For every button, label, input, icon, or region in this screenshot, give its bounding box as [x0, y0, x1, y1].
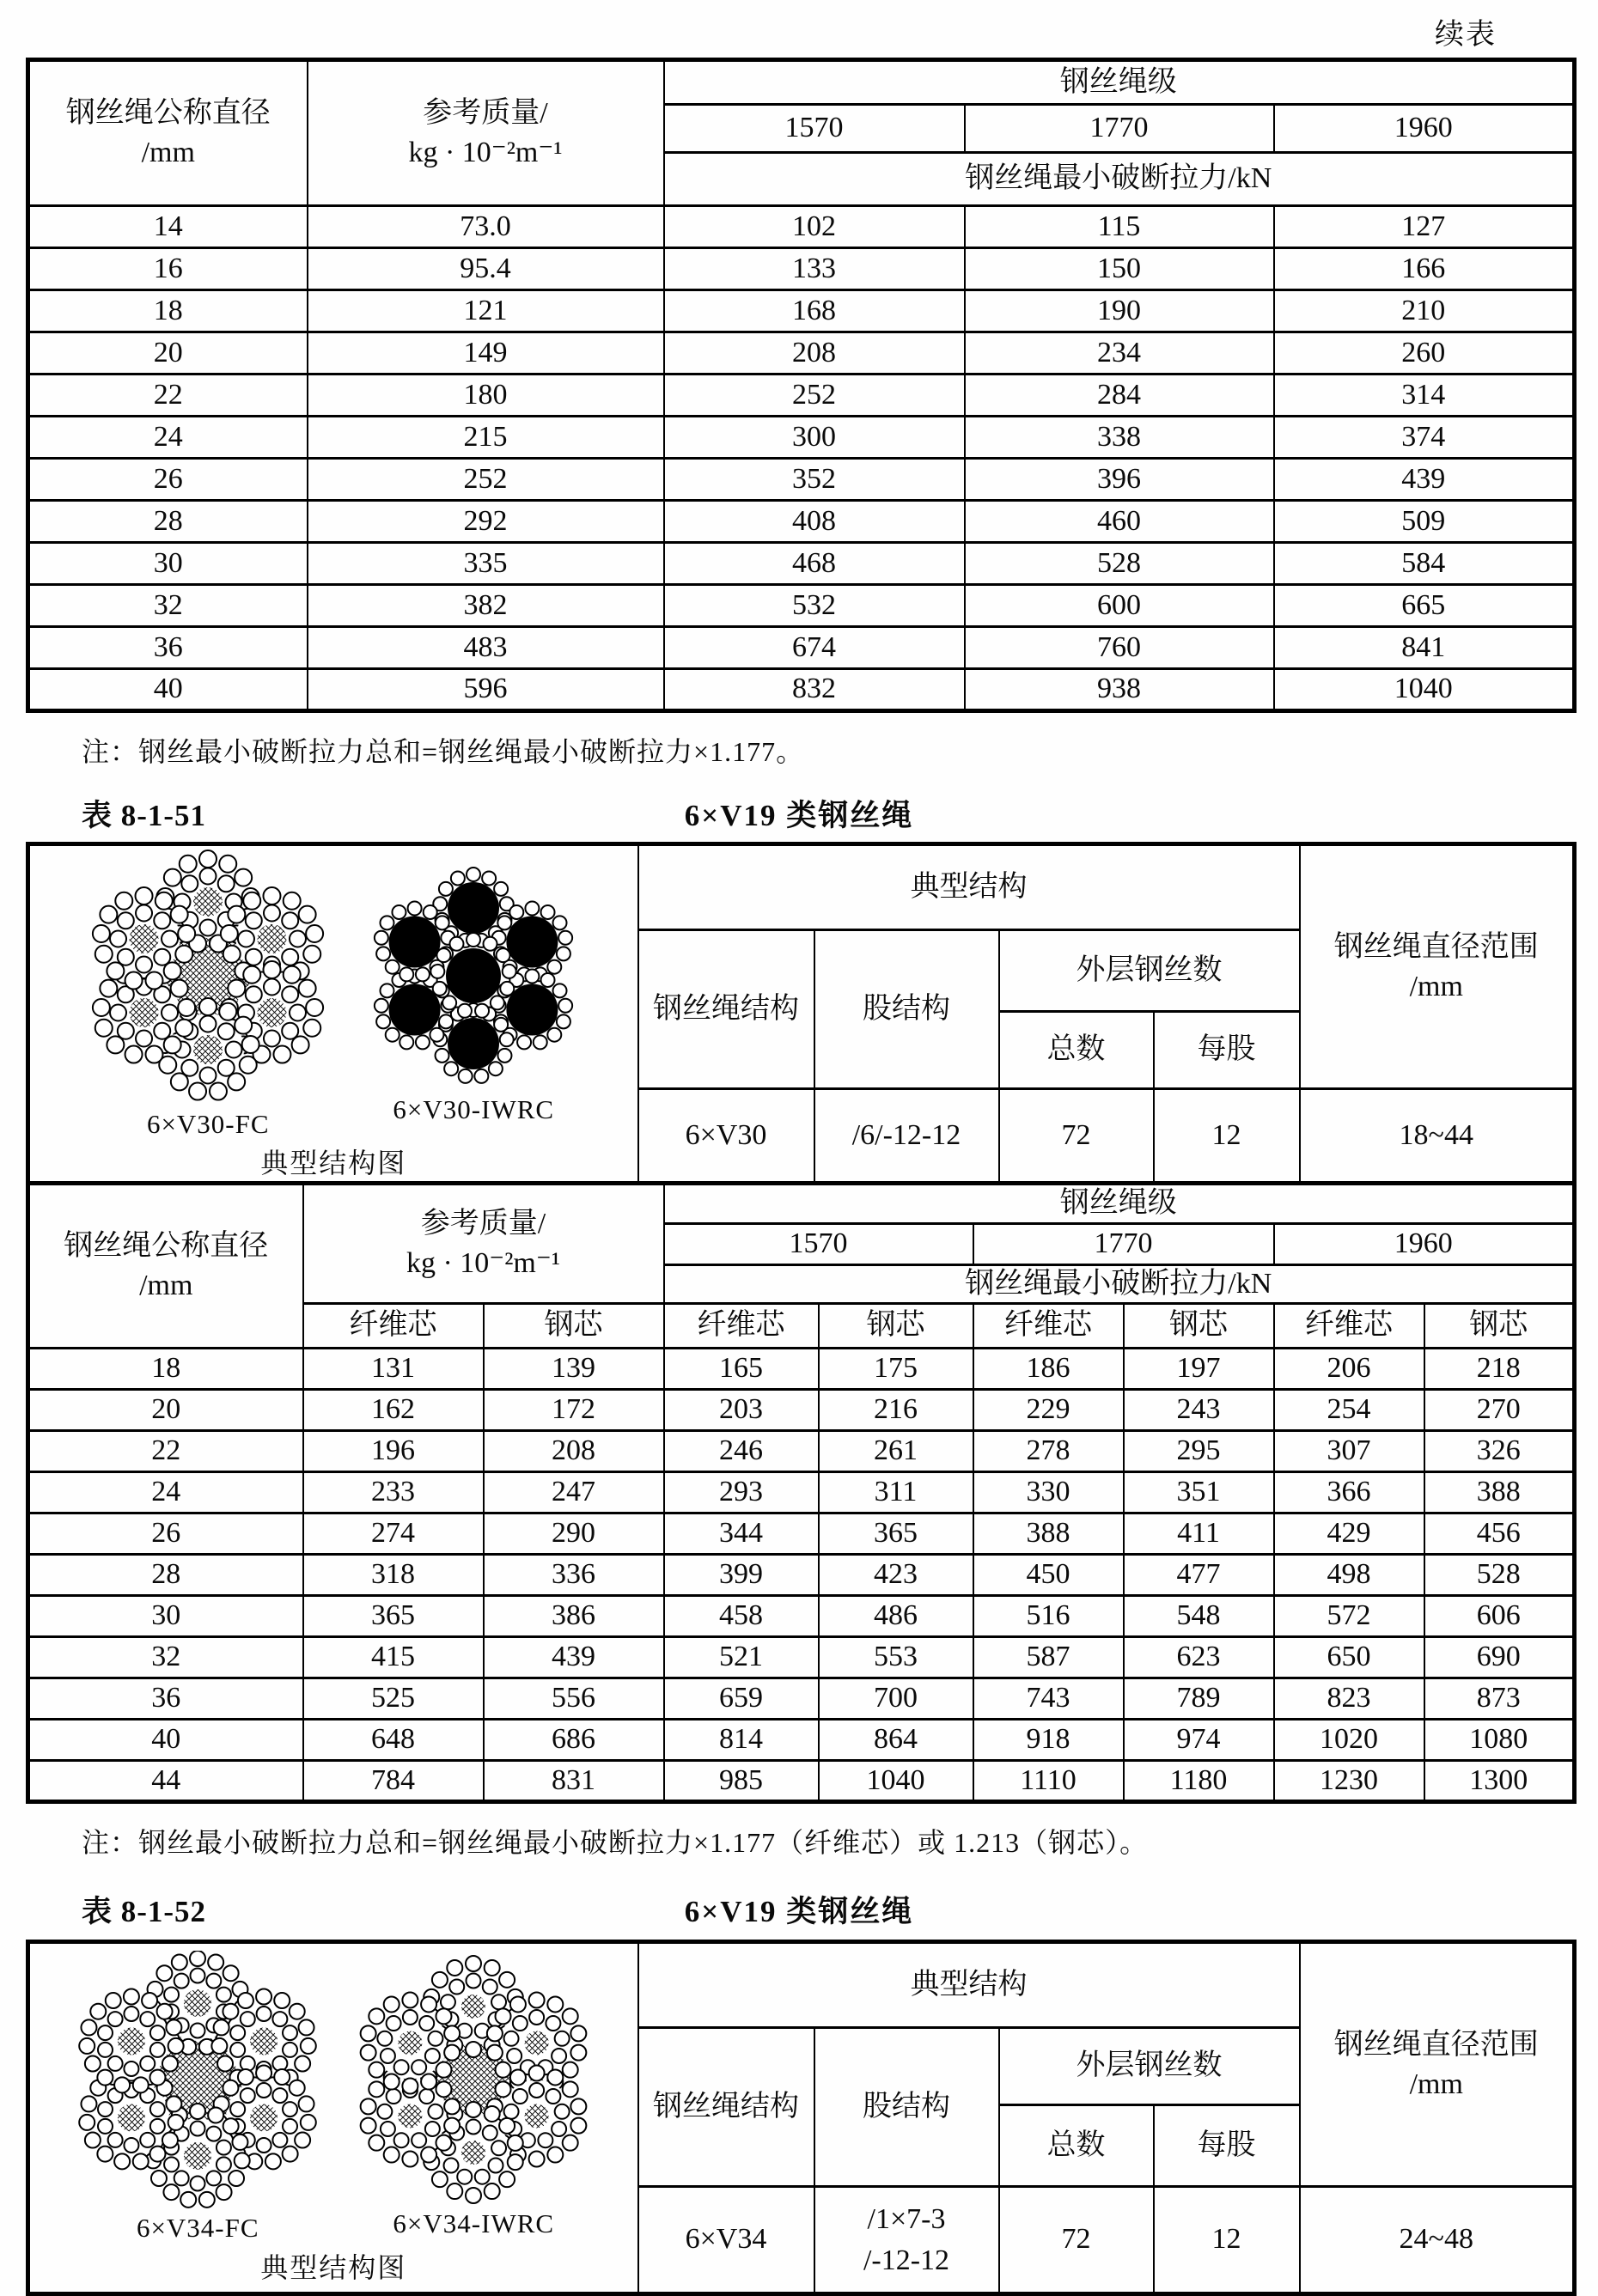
f1770-fiber-cell: 278: [973, 1431, 1124, 1472]
diameter-cell: 44: [28, 1761, 303, 1802]
table-row: [28, 1555, 1575, 1596]
g1960-fiber-core-header: 纤维芯: [1274, 1304, 1424, 1349]
f1770-fiber-cell: 388: [973, 1513, 1124, 1555]
table-row: [28, 1596, 1575, 1637]
force-1770-cell: 460: [965, 501, 1274, 543]
force-1570-cell: 408: [664, 501, 965, 543]
col-header-rope-grade: 钢丝绳级: [664, 1184, 1575, 1224]
f1570-fiber-cell: 985: [664, 1761, 819, 1802]
per-strand-value: 12: [1154, 2187, 1300, 2294]
f1770-fiber-cell: 186: [973, 1349, 1124, 1390]
rope-structure-value: 6×V34: [638, 2187, 814, 2294]
mass-fiber-core-header: 纤维芯: [303, 1304, 484, 1349]
grade-1770-header: 1770: [973, 1223, 1274, 1264]
diameter-cell: 28: [28, 1555, 303, 1596]
f1570-fiber-cell: 293: [664, 1472, 819, 1513]
diameter-cell: 32: [28, 585, 308, 627]
outer-wires-header: 外层钢丝数: [999, 2028, 1300, 2105]
mass-header-line1: 参考质量/: [420, 1208, 546, 1240]
mass-fiber-cell: 784: [303, 1761, 484, 1802]
mass-header-line2: kg · 10⁻²m⁻¹: [406, 1247, 561, 1279]
mass-header-line1: 参考质量/: [423, 97, 548, 130]
diameter-range-header: [1300, 1942, 1575, 2187]
mass-cell: 73.0: [308, 206, 664, 248]
force-1770-cell: 190: [965, 290, 1274, 332]
mass-fiber-cell: 274: [303, 1513, 484, 1555]
total-header: 总数: [999, 2105, 1154, 2187]
g1770-steel-core-header: 钢芯: [1124, 1304, 1274, 1349]
f1960-steel-cell: 218: [1424, 1349, 1575, 1390]
typical-structure-header: 典型结构: [638, 1942, 1300, 2028]
mass-fiber-cell: 525: [303, 1678, 484, 1720]
table-row: [28, 1349, 1575, 1390]
mass-cell: 292: [308, 501, 664, 543]
g1770-fiber-core-header: 纤维芯: [973, 1304, 1124, 1349]
f1960-fiber-cell: 254: [1274, 1390, 1424, 1431]
per-strand-header: 每股: [1154, 2105, 1300, 2187]
diameter-cell: 24: [28, 1472, 303, 1513]
f1960-fiber-cell: 823: [1274, 1678, 1424, 1720]
f1570-fiber-cell: 344: [664, 1513, 819, 1555]
force-1960-cell: 841: [1274, 627, 1575, 669]
range-header-line1: 钢丝绳直径范围: [1333, 2028, 1539, 2061]
f1570-steel-cell: 261: [819, 1431, 973, 1472]
grade-1960-header: 1960: [1274, 105, 1575, 153]
rope-diagrams: [34, 847, 634, 1142]
table-8-1-51-data: [26, 1181, 1577, 1804]
mass-steel-cell: 172: [484, 1390, 664, 1431]
f1770-steel-cell: 351: [1124, 1472, 1274, 1513]
force-1960-cell: 509: [1274, 501, 1575, 543]
diameter-cell: 22: [28, 1431, 303, 1472]
force-1770-cell: 938: [965, 669, 1274, 711]
table-row: [28, 1390, 1575, 1431]
f1770-fiber-cell: 450: [973, 1555, 1124, 1596]
f1570-fiber-cell: 458: [664, 1596, 819, 1637]
f1570-steel-cell: 700: [819, 1678, 973, 1720]
f1960-steel-cell: 606: [1424, 1596, 1575, 1637]
force-1570-cell: 168: [664, 290, 965, 332]
force-1570-cell: 674: [664, 627, 965, 669]
f1960-fiber-cell: 307: [1274, 1431, 1424, 1472]
col-header-nominal-diameter: [28, 60, 308, 206]
table-row: [28, 417, 1575, 459]
f1770-fiber-cell: 743: [973, 1678, 1124, 1720]
table-row: [28, 1720, 1575, 1761]
mass-cell: 149: [308, 332, 664, 375]
f1570-steel-cell: 486: [819, 1596, 973, 1637]
col-header-rope-grade: 钢丝绳级: [664, 60, 1575, 105]
diameter-cell: 26: [28, 1513, 303, 1555]
mass-fiber-cell: 196: [303, 1431, 484, 1472]
table-8-1-52-structure: [26, 1940, 1577, 2296]
force-1570-cell: 300: [664, 417, 965, 459]
f1770-fiber-cell: 918: [973, 1720, 1124, 1761]
rope-structure-header: 钢丝绳结构: [638, 2028, 814, 2187]
fc-diagram-label: 6×V30-FC: [146, 1108, 270, 1139]
force-1960-cell: 374: [1274, 417, 1575, 459]
mass-header-line2: kg · 10⁻²m⁻¹: [408, 137, 563, 168]
f1570-fiber-cell: 203: [664, 1390, 819, 1431]
diameter-header-line2: /mm: [141, 137, 195, 168]
table-row: [28, 627, 1575, 669]
table2-body: [28, 1349, 1575, 1802]
strand-structure-value: /6/-12-12: [814, 1089, 999, 1184]
diameter-range-header: [1300, 844, 1575, 1089]
mass-steel-cell: 686: [484, 1720, 664, 1761]
mass-steel-cell: 556: [484, 1678, 664, 1720]
table-8-1-52-number: 表 8-1-52: [82, 1895, 207, 1928]
f1960-steel-cell: 326: [1424, 1431, 1575, 1472]
mass-fiber-cell: 162: [303, 1390, 484, 1431]
diameter-range-value: 24~48: [1300, 2187, 1575, 2294]
table-row: [28, 585, 1575, 627]
f1960-steel-cell: 270: [1424, 1390, 1575, 1431]
f1960-steel-cell: 1080: [1424, 1720, 1575, 1761]
strand-structure-value: [814, 2187, 999, 2294]
force-1770-cell: 600: [965, 585, 1274, 627]
typical-structure-header: 典型结构: [638, 844, 1300, 930]
table-row: [28, 1513, 1575, 1555]
f1960-fiber-cell: 498: [1274, 1555, 1424, 1596]
mass-fiber-cell: 365: [303, 1596, 484, 1637]
mass-cell: 483: [308, 627, 664, 669]
mass-cell: 335: [308, 543, 664, 585]
range-header-line2: /mm: [1409, 2068, 1463, 2100]
f1770-fiber-cell: 1110: [973, 1761, 1124, 1802]
diameter-cell: 36: [28, 1678, 303, 1720]
table-row: [28, 375, 1575, 417]
f1570-fiber-cell: 659: [664, 1678, 819, 1720]
f1770-steel-cell: 623: [1124, 1637, 1274, 1678]
diameter-cell: 18: [28, 290, 308, 332]
f1960-steel-cell: 690: [1424, 1637, 1575, 1678]
f1770-fiber-cell: 587: [973, 1637, 1124, 1678]
f1770-steel-cell: 295: [1124, 1431, 1274, 1472]
per-strand-header: 每股: [1154, 1012, 1300, 1089]
f1960-fiber-cell: 650: [1274, 1637, 1424, 1678]
table-row: [28, 669, 1575, 711]
col-header-min-breaking-force: 钢丝绳最小破断拉力/kN: [664, 153, 1575, 206]
rope-cross-section-6xV34-IWRC-icon: [349, 1955, 598, 2204]
f1770-steel-cell: 477: [1124, 1555, 1274, 1596]
force-1960-cell: 584: [1274, 543, 1575, 585]
mass-cell: 596: [308, 669, 664, 711]
continued-breaking-force-table: [26, 58, 1577, 713]
col-header-reference-mass: [303, 1184, 664, 1304]
mass-cell: 180: [308, 375, 664, 417]
mass-fiber-cell: 233: [303, 1472, 484, 1513]
force-1960-cell: 439: [1274, 459, 1575, 501]
force-1770-cell: 396: [965, 459, 1274, 501]
f1770-steel-cell: 974: [1124, 1720, 1274, 1761]
strand-structure-header: 股结构: [814, 930, 999, 1089]
mass-cell: 382: [308, 585, 664, 627]
mass-steel-cell: 247: [484, 1472, 664, 1513]
mass-fiber-cell: 415: [303, 1637, 484, 1678]
force-1570-cell: 832: [664, 669, 965, 711]
f1960-fiber-cell: 366: [1274, 1472, 1424, 1513]
diameter-cell: 26: [28, 459, 308, 501]
f1960-fiber-cell: 429: [1274, 1513, 1424, 1555]
diameter-header-line2: /mm: [139, 1270, 193, 1301]
diameter-cell: 40: [28, 669, 308, 711]
f1570-steel-cell: 175: [819, 1349, 973, 1390]
force-1770-cell: 760: [965, 627, 1274, 669]
mass-cell: 95.4: [308, 248, 664, 290]
f1960-fiber-cell: 1020: [1274, 1720, 1424, 1761]
g1570-fiber-core-header: 纤维芯: [664, 1304, 819, 1349]
rope-structure-header: 钢丝绳结构: [638, 930, 814, 1089]
total-value: 72: [999, 2187, 1154, 2294]
table-8-1-52-caption: [0, 1888, 1598, 1928]
table2-note: 注：钢丝最小破断拉力总和=钢丝绳最小破断拉力×1.177（纤维芯）或 1.213（钢芯）。: [82, 1827, 1149, 1858]
f1960-steel-cell: 456: [1424, 1513, 1575, 1555]
f1770-steel-cell: 197: [1124, 1349, 1274, 1390]
f1570-fiber-cell: 399: [664, 1555, 819, 1596]
table-row: [28, 206, 1575, 248]
diameter-header-line1: 钢丝绳公称直径: [65, 97, 271, 130]
f1770-fiber-cell: 330: [973, 1472, 1124, 1513]
iwrc-diagram-label: 6×V30-IWRC: [393, 1093, 555, 1124]
grade-1770-header: 1770: [965, 105, 1274, 153]
diameter-cell: 24: [28, 417, 308, 459]
table-row: [28, 248, 1575, 290]
mass-steel-cell: 386: [484, 1596, 664, 1637]
diameter-cell: 20: [28, 332, 308, 375]
f1570-steel-cell: 311: [819, 1472, 973, 1513]
f1570-steel-cell: 423: [819, 1555, 973, 1596]
per-strand-value: 12: [1154, 1089, 1300, 1184]
f1570-steel-cell: 553: [819, 1637, 973, 1678]
outer-wires-header: 外层钢丝数: [999, 930, 1300, 1012]
diagram-caption: 典型结构图: [260, 1148, 407, 1179]
mass-fiber-cell: 648: [303, 1720, 484, 1761]
diameter-cell: 16: [28, 248, 308, 290]
table1-body: [28, 206, 1575, 711]
grade-1570-header: 1570: [664, 1223, 973, 1264]
f1960-steel-cell: 528: [1424, 1555, 1575, 1596]
diameter-cell: 30: [28, 1596, 303, 1637]
force-1770-cell: 338: [965, 417, 1274, 459]
mass-cell: 215: [308, 417, 664, 459]
force-1960-cell: 665: [1274, 585, 1575, 627]
mass-steel-cell: 139: [484, 1349, 664, 1390]
mass-steel-cell: 439: [484, 1637, 664, 1678]
f1570-steel-cell: 365: [819, 1513, 973, 1555]
table-8-1-51-structure: [26, 842, 1577, 1185]
f1570-fiber-cell: 246: [664, 1431, 819, 1472]
fc-diagram-label: 6×V34-FC: [136, 2213, 259, 2244]
force-1770-cell: 284: [965, 375, 1274, 417]
diameter-cell: 20: [28, 1390, 303, 1431]
rope-diagrams: [34, 1951, 634, 2245]
mass-fiber-cell: 318: [303, 1555, 484, 1596]
typical-structure-diagram-cell: [28, 1942, 638, 2294]
strand-structure-header: 股结构: [814, 2028, 999, 2187]
force-1960-cell: 260: [1274, 332, 1575, 375]
mass-steel-cell: 831: [484, 1761, 664, 1802]
table-8-1-52-title: 6×V19 类钢丝绳: [684, 1895, 914, 1928]
diameter-range-value: 18~44: [1300, 1089, 1575, 1184]
f1570-steel-cell: 216: [819, 1390, 973, 1431]
diagram-caption: 典型结构图: [260, 2251, 407, 2283]
f1770-steel-cell: 548: [1124, 1596, 1274, 1637]
col-header-reference-mass: [308, 60, 664, 206]
diameter-cell: 14: [28, 206, 308, 248]
force-1960-cell: 127: [1274, 206, 1575, 248]
table-8-1-51-number: 表 8-1-51: [82, 799, 207, 832]
table1-note: 注：钢丝最小破断拉力总和=钢丝绳最小破断拉力×1.177。: [82, 736, 805, 767]
f1960-steel-cell: 873: [1424, 1678, 1575, 1720]
mass-fiber-cell: 131: [303, 1349, 484, 1390]
mass-steel-cell: 336: [484, 1555, 664, 1596]
table-row: [28, 332, 1575, 375]
force-1960-cell: 1040: [1274, 669, 1575, 711]
f1570-fiber-cell: 521: [664, 1637, 819, 1678]
f1570-steel-cell: 864: [819, 1720, 973, 1761]
mass-steel-core-header: 钢芯: [484, 1304, 664, 1349]
table-8-1-51-title: 6×V19 类钢丝绳: [684, 799, 914, 832]
f1770-fiber-cell: 516: [973, 1596, 1124, 1637]
typical-structure-diagram-cell: [28, 844, 638, 1184]
f1770-steel-cell: 411: [1124, 1513, 1274, 1555]
f1570-fiber-cell: 814: [664, 1720, 819, 1761]
diameter-cell: 18: [28, 1349, 303, 1390]
table-row: [28, 1431, 1575, 1472]
force-1570-cell: 252: [664, 375, 965, 417]
table-row: [28, 459, 1575, 501]
g1570-steel-core-header: 钢芯: [819, 1304, 973, 1349]
table-row: [28, 1678, 1575, 1720]
force-1570-cell: 532: [664, 585, 965, 627]
force-1570-cell: 133: [664, 248, 965, 290]
table-row: [28, 543, 1575, 585]
rope-cross-section-6xV34-FC-icon: [69, 1951, 326, 2208]
f1960-fiber-cell: 572: [1274, 1596, 1424, 1637]
diameter-header-line1: 钢丝绳公称直径: [64, 1230, 269, 1263]
f1770-fiber-cell: 229: [973, 1390, 1124, 1431]
force-1770-cell: 150: [965, 248, 1274, 290]
mass-cell: 121: [308, 290, 664, 332]
force-1960-cell: 314: [1274, 375, 1575, 417]
mass-steel-cell: 208: [484, 1431, 664, 1472]
range-header-line2: /mm: [1409, 970, 1463, 1002]
f1770-steel-cell: 1180: [1124, 1761, 1274, 1802]
col-header-nominal-diameter: [28, 1184, 303, 1349]
force-1960-cell: 166: [1274, 248, 1575, 290]
force-1570-cell: 352: [664, 459, 965, 501]
f1570-fiber-cell: 165: [664, 1349, 819, 1390]
f1770-steel-cell: 789: [1124, 1678, 1274, 1720]
grade-1570-header: 1570: [664, 105, 965, 153]
rope-cross-section-6xV30-IWRC-icon: [359, 862, 588, 1090]
force-1960-cell: 210: [1274, 290, 1575, 332]
total-header: 总数: [999, 1012, 1154, 1089]
f1570-steel-cell: 1040: [819, 1761, 973, 1802]
f1960-fiber-cell: 206: [1274, 1349, 1424, 1390]
diameter-cell: 22: [28, 375, 308, 417]
diameter-cell: 30: [28, 543, 308, 585]
f1770-steel-cell: 243: [1124, 1390, 1274, 1431]
table-row: [28, 1472, 1575, 1513]
col-header-min-breaking-force: 钢丝绳最小破断拉力/kN: [664, 1264, 1575, 1304]
diameter-cell: 40: [28, 1720, 303, 1761]
mass-cell: 252: [308, 459, 664, 501]
diameter-cell: 28: [28, 501, 308, 543]
force-1570-cell: 208: [664, 332, 965, 375]
diameter-cell: 32: [28, 1637, 303, 1678]
continued-table-label: 续表: [1435, 19, 1497, 51]
force-1570-cell: 468: [664, 543, 965, 585]
force-1770-cell: 528: [965, 543, 1274, 585]
f1960-fiber-cell: 1230: [1274, 1761, 1424, 1802]
table-row: [28, 1761, 1575, 1802]
force-1570-cell: 102: [664, 206, 965, 248]
strand-structure-line1: /1×7-3: [867, 2202, 946, 2235]
grade-1960-header: 1960: [1274, 1223, 1575, 1264]
g1960-steel-core-header: 钢芯: [1424, 1304, 1575, 1349]
table-row: [28, 1637, 1575, 1678]
strand-structure-line2: /-12-12: [863, 2244, 950, 2276]
iwrc-diagram-label: 6×V34-IWRC: [393, 2208, 555, 2239]
table-row: [28, 290, 1575, 332]
force-1770-cell: 115: [965, 206, 1274, 248]
total-value: 72: [999, 1089, 1154, 1184]
mass-steel-cell: 290: [484, 1513, 664, 1555]
f1960-steel-cell: 1300: [1424, 1761, 1575, 1802]
diameter-cell: 36: [28, 627, 308, 669]
f1960-steel-cell: 388: [1424, 1472, 1575, 1513]
table-8-1-51-caption: [0, 792, 1598, 831]
table-row: [28, 501, 1575, 543]
force-1770-cell: 234: [965, 332, 1274, 375]
rope-structure-value: 6×V30: [638, 1089, 814, 1184]
range-header-line1: 钢丝绳直径范围: [1333, 930, 1539, 963]
rope-cross-section-6xV30-FC-icon: [79, 847, 337, 1105]
